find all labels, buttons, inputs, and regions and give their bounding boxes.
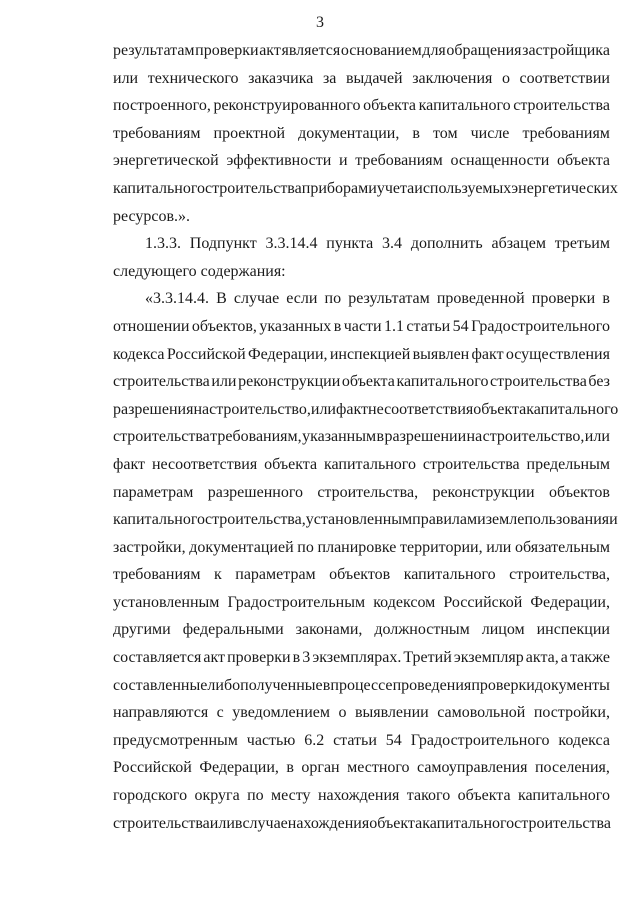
word: соответствии [519, 69, 610, 87]
word: Федерации, [199, 759, 279, 777]
word: застройщика [522, 42, 610, 59]
word: параметрам [235, 566, 316, 584]
word: строительство, [482, 428, 585, 446]
word: строительства [113, 814, 210, 832]
word: лицом [481, 621, 525, 639]
word: Градостроительным [227, 593, 366, 611]
word: том [432, 124, 458, 142]
word: самоуправления [417, 759, 528, 777]
word: оснащенности [450, 152, 550, 170]
word: или [310, 400, 336, 418]
word: проведенной [436, 290, 525, 308]
word: строительство, [209, 400, 311, 418]
word: по [297, 538, 314, 556]
word: требованиям [113, 124, 201, 142]
word: эффективности [226, 152, 332, 170]
word: нахождения [317, 787, 400, 805]
paragraph-p3 [113, 285, 619, 837]
word: правилами [412, 511, 486, 529]
word: планировке [317, 538, 397, 556]
text-line [113, 368, 610, 396]
text-line [113, 644, 610, 672]
text-line [113, 230, 610, 258]
text-line [113, 92, 610, 120]
word: или [209, 814, 235, 832]
word: законами, [295, 621, 363, 639]
word: инспекцией [329, 345, 411, 363]
word: документы [534, 676, 610, 694]
text-line [113, 561, 610, 589]
word: строительства [113, 373, 210, 391]
word: факт [335, 400, 369, 418]
word: выдачей [345, 69, 403, 87]
word: капитального [403, 566, 496, 584]
word: строительства [204, 179, 302, 197]
word: строительства [490, 373, 587, 391]
word: самовольной [437, 704, 526, 722]
word: объекта [557, 152, 610, 170]
word: результатам [348, 290, 430, 308]
word: строительства [513, 97, 610, 115]
word: с [216, 704, 224, 722]
word: разрешенного [207, 483, 303, 501]
word: выявлен [412, 345, 470, 363]
word: указанных [259, 317, 332, 335]
word: для [422, 42, 446, 59]
word: объекта [264, 455, 318, 473]
word: составленные [113, 676, 208, 694]
word: приборами [301, 179, 377, 197]
text-line [113, 810, 610, 838]
word: акт [259, 42, 281, 59]
word: частью [246, 731, 296, 749]
word: или [113, 69, 139, 87]
word: федеральными [182, 621, 284, 639]
word: такого [406, 787, 451, 805]
word: и [339, 152, 348, 170]
text-line [113, 699, 610, 727]
document-body [113, 37, 619, 837]
word: Российской [113, 759, 192, 777]
text-line [113, 313, 610, 341]
word: разрешения [113, 400, 194, 418]
text-line [113, 37, 610, 65]
word: документацией [189, 538, 294, 556]
text-line [113, 285, 610, 313]
word: или [584, 428, 610, 446]
word: результатам [113, 42, 195, 59]
text-line [113, 396, 619, 424]
word: проектной [213, 124, 286, 142]
word: статьи [406, 317, 451, 335]
word: случае [233, 290, 280, 308]
word: проверки [195, 42, 259, 59]
word: строительства [113, 428, 210, 446]
word: осуществления [505, 345, 610, 363]
word: требованиям [355, 152, 443, 170]
word: если [286, 290, 318, 308]
word: реконструкции [432, 483, 535, 501]
word: капитального [113, 179, 205, 197]
page-number: 3 [316, 14, 324, 31]
word: округа [194, 787, 240, 805]
text-line [113, 258, 610, 286]
word: Подпункт [189, 235, 257, 253]
word: заключения [412, 69, 493, 87]
word: дополнить [410, 235, 483, 253]
word: проверки [471, 676, 535, 694]
word: 1.3.3. [145, 235, 181, 253]
word: выявлении [354, 704, 429, 722]
word: пункта [326, 235, 374, 253]
word: орган [301, 759, 340, 777]
word: объекта [341, 373, 395, 391]
word: объекта [363, 97, 417, 115]
word: реконструкции [238, 373, 341, 391]
word: процессе [330, 676, 393, 694]
word: заказчика [248, 69, 314, 87]
word: отношении [113, 317, 190, 335]
word: разрешении [384, 428, 467, 446]
text-line [113, 616, 610, 644]
paragraph-p2 [113, 230, 610, 285]
word: построенного, [113, 97, 211, 115]
word: 6.2 [304, 731, 325, 749]
word: проверки [227, 649, 291, 667]
word: указанным [302, 428, 377, 446]
word: в [286, 759, 294, 777]
word: и [609, 511, 618, 529]
word: городского [113, 787, 188, 805]
word: 54 [452, 317, 469, 335]
word: капитального [422, 814, 515, 832]
word: энергетической [113, 152, 219, 170]
word: объекта [457, 787, 511, 805]
word: Градостроительного [471, 317, 610, 335]
text-line [113, 534, 610, 562]
word: 54 [385, 731, 402, 749]
word: экземплярах. [312, 649, 402, 667]
word: статьи [333, 731, 377, 749]
word: территории, [400, 538, 483, 556]
word: уведомлением [232, 704, 330, 722]
word: капитального [113, 511, 205, 529]
text-line [113, 506, 618, 534]
word: направляются [113, 704, 209, 722]
word: несоответствия [368, 400, 474, 418]
word: кодекса [558, 731, 610, 749]
word: объектов [548, 483, 610, 501]
word: абзацем [491, 235, 546, 253]
text-line [113, 147, 610, 175]
text-line [113, 203, 610, 231]
word: установленным [113, 593, 220, 611]
text-line [113, 672, 610, 700]
word: объекта [473, 400, 527, 418]
word: используемых [414, 179, 512, 197]
word: документации, [298, 124, 400, 142]
word: является [281, 42, 341, 59]
word: по [247, 787, 264, 805]
word: акт [203, 649, 226, 667]
word: предельным [526, 455, 610, 473]
text-line [113, 120, 610, 148]
word: либо [207, 676, 241, 694]
word: месту [271, 787, 311, 805]
word: «3.3.14.4. [145, 290, 209, 308]
word: кодекса [113, 345, 165, 363]
word: в [333, 317, 342, 335]
word: энергетических [511, 179, 618, 197]
text-line [113, 423, 610, 451]
word: строительства [514, 814, 611, 832]
word: числе [470, 124, 510, 142]
text-line [113, 727, 610, 755]
word: 3 [302, 649, 311, 667]
word: строительства, [204, 511, 306, 529]
text-line [113, 451, 610, 479]
word: нахождения [287, 814, 370, 832]
word: 3.4 [382, 235, 403, 253]
word: требованиям [113, 566, 201, 584]
word: 1.1 [383, 317, 404, 335]
word: акта, [525, 649, 559, 667]
word: случае [242, 814, 288, 832]
word: В [216, 290, 227, 308]
word: проведения [392, 676, 472, 694]
text-line [113, 479, 610, 507]
word: капитального [526, 400, 619, 418]
word: на [193, 400, 210, 418]
word: несоответствия [151, 455, 258, 473]
word: экземпляр [453, 649, 524, 667]
word: о [501, 69, 510, 87]
word: другими [113, 621, 171, 639]
word: обращения [446, 42, 522, 59]
line-text: следующего содержания: [113, 262, 286, 280]
word: на [466, 428, 483, 446]
word: требованиям, [210, 428, 302, 446]
text-line [113, 589, 610, 617]
word: 3.3.14.4 [265, 235, 318, 253]
text-line [113, 754, 610, 782]
word: учета [376, 179, 415, 197]
word: Российской [443, 593, 523, 611]
word: требованиям [522, 124, 610, 142]
word: застройки, [113, 538, 186, 556]
word: факт [471, 345, 504, 363]
word: к [213, 566, 222, 584]
word: в [234, 814, 243, 832]
word: основанием [340, 42, 422, 59]
word: землепользования [485, 511, 610, 529]
word: объектов, [191, 317, 257, 335]
word: строительства [422, 455, 520, 473]
word: части [343, 317, 382, 335]
word: в [322, 676, 331, 694]
word: строительства, [509, 566, 610, 584]
text-line [113, 175, 618, 203]
text-line [113, 341, 610, 369]
word: Градостроительного [410, 731, 550, 749]
word: составляется [113, 649, 202, 667]
word: капитального [418, 97, 511, 115]
word: в [412, 124, 420, 142]
word: Федерации, [247, 345, 328, 363]
word: поселения, [534, 759, 610, 777]
word: в [602, 290, 610, 308]
word: капитального [323, 455, 416, 473]
word: также [569, 649, 610, 667]
word: в [292, 649, 301, 667]
word: или [211, 373, 237, 391]
word: а [560, 649, 568, 667]
word: по [324, 290, 342, 308]
word: капитального [517, 787, 610, 805]
word: предусмотренным [113, 731, 238, 749]
word: объекта [369, 814, 423, 832]
word: о [338, 704, 347, 722]
word: местного [347, 759, 410, 777]
word: Третий [403, 649, 452, 667]
word: инспекции [536, 621, 610, 639]
word: технического [147, 69, 239, 87]
word: проверки [531, 290, 596, 308]
word: в [376, 428, 385, 446]
word: без [588, 373, 610, 391]
word: Российской [166, 345, 246, 363]
word: обязательным [515, 538, 610, 556]
word: третьим [554, 235, 610, 253]
word: полученные [240, 676, 323, 694]
word: реконструированного [213, 97, 361, 115]
paragraph-p1 [113, 37, 618, 230]
word: параметрам [113, 483, 194, 501]
word: установленным [305, 511, 413, 529]
text-line [113, 782, 610, 810]
word: постройки, [533, 704, 610, 722]
word: факт [113, 455, 146, 473]
word: строительства, [317, 483, 419, 501]
word: должностным [374, 621, 470, 639]
word: или [486, 538, 512, 556]
line-text: ресурсов.». [113, 207, 191, 225]
word: объектов [329, 566, 391, 584]
word: за [322, 69, 337, 87]
word: капитального [396, 373, 489, 391]
word: кодексом [373, 593, 436, 611]
word: Федерации, [530, 593, 610, 611]
text-line [113, 65, 610, 93]
